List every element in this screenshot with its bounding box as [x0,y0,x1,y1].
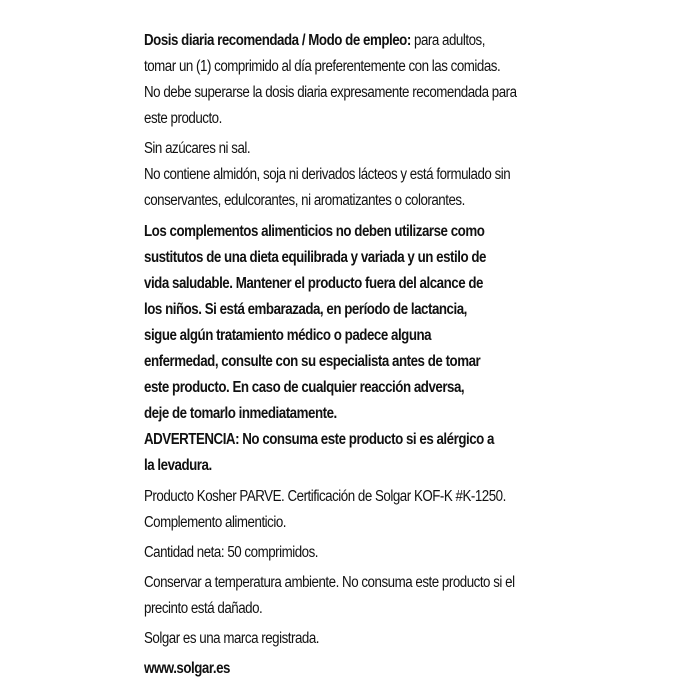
warning-line-6: enfermedad, consulte con su especialista antes de tomar [144,353,481,370]
advertencia-line-1: ADVERTENCIA: No consuma este producto si es alérgico a [144,431,495,448]
storage-line-2: precinto está dañado. [144,600,263,617]
warning-line-8: deje de tomarlo inmediatamente. [144,405,337,422]
product-type: Complemento alimenticio. [144,514,287,531]
composition-section [144,136,564,214]
website-link[interactable]: www.solgar.es [144,660,230,677]
warning-line-3: vida saludable. Mantener el producto fuera del alcance de [144,275,483,292]
net-quantity: Cantidad neta: 50 comprimidos. [144,544,319,561]
dosage-line-4: este producto. [144,110,222,127]
dosage-section [144,28,564,132]
dosage-line-1-rest: para adultos, [410,32,485,49]
dosage-heading: Dosis diaria recomendada / Modo de empleo: [144,32,411,49]
warning-line-1: Los complementos alimenticios no deben utilizarse como [144,223,485,240]
dosage-line-2: tomar un (1) comprimido al día preferentemente con las comidas. [144,58,501,75]
advertencia-line-2: la levadura. [144,457,212,474]
dosage-line-3: No debe superarse la dosis diaria expresamente recomendada para [144,84,517,101]
warning-section [144,219,564,479]
warning-line-7: este producto. En caso de cualquier reacción adversa, [144,379,465,396]
warning-line-2: sustitutos de una dieta equilibrada y variada y un estilo de [144,249,486,266]
warning-line-5: sigue algún tratamiento médico o padece alguna [144,327,432,344]
composition-line-3: conservantes, edulcorantes, ni aromatizantes o colorantes. [144,192,465,209]
composition-line-2: No contiene almidón, soja ni derivados lácteos y está formulado sin [144,166,511,183]
storage-line-1: Conservar a temperatura ambiente. No consuma este producto si el [144,574,515,591]
composition-line-1: Sin azúcares ni sal. [144,140,251,157]
product-label-text [144,28,564,682]
info-section [144,484,564,682]
warning-line-4: los niños. Si está embarazada, en período de lactancia, [144,301,467,318]
trademark-notice: Solgar es una marca registrada. [144,630,320,647]
dosage-line-1 [144,28,564,54]
kosher-certification: Producto Kosher PARVE. Certificación de Solgar KOF-K #K-1250. [144,488,506,505]
